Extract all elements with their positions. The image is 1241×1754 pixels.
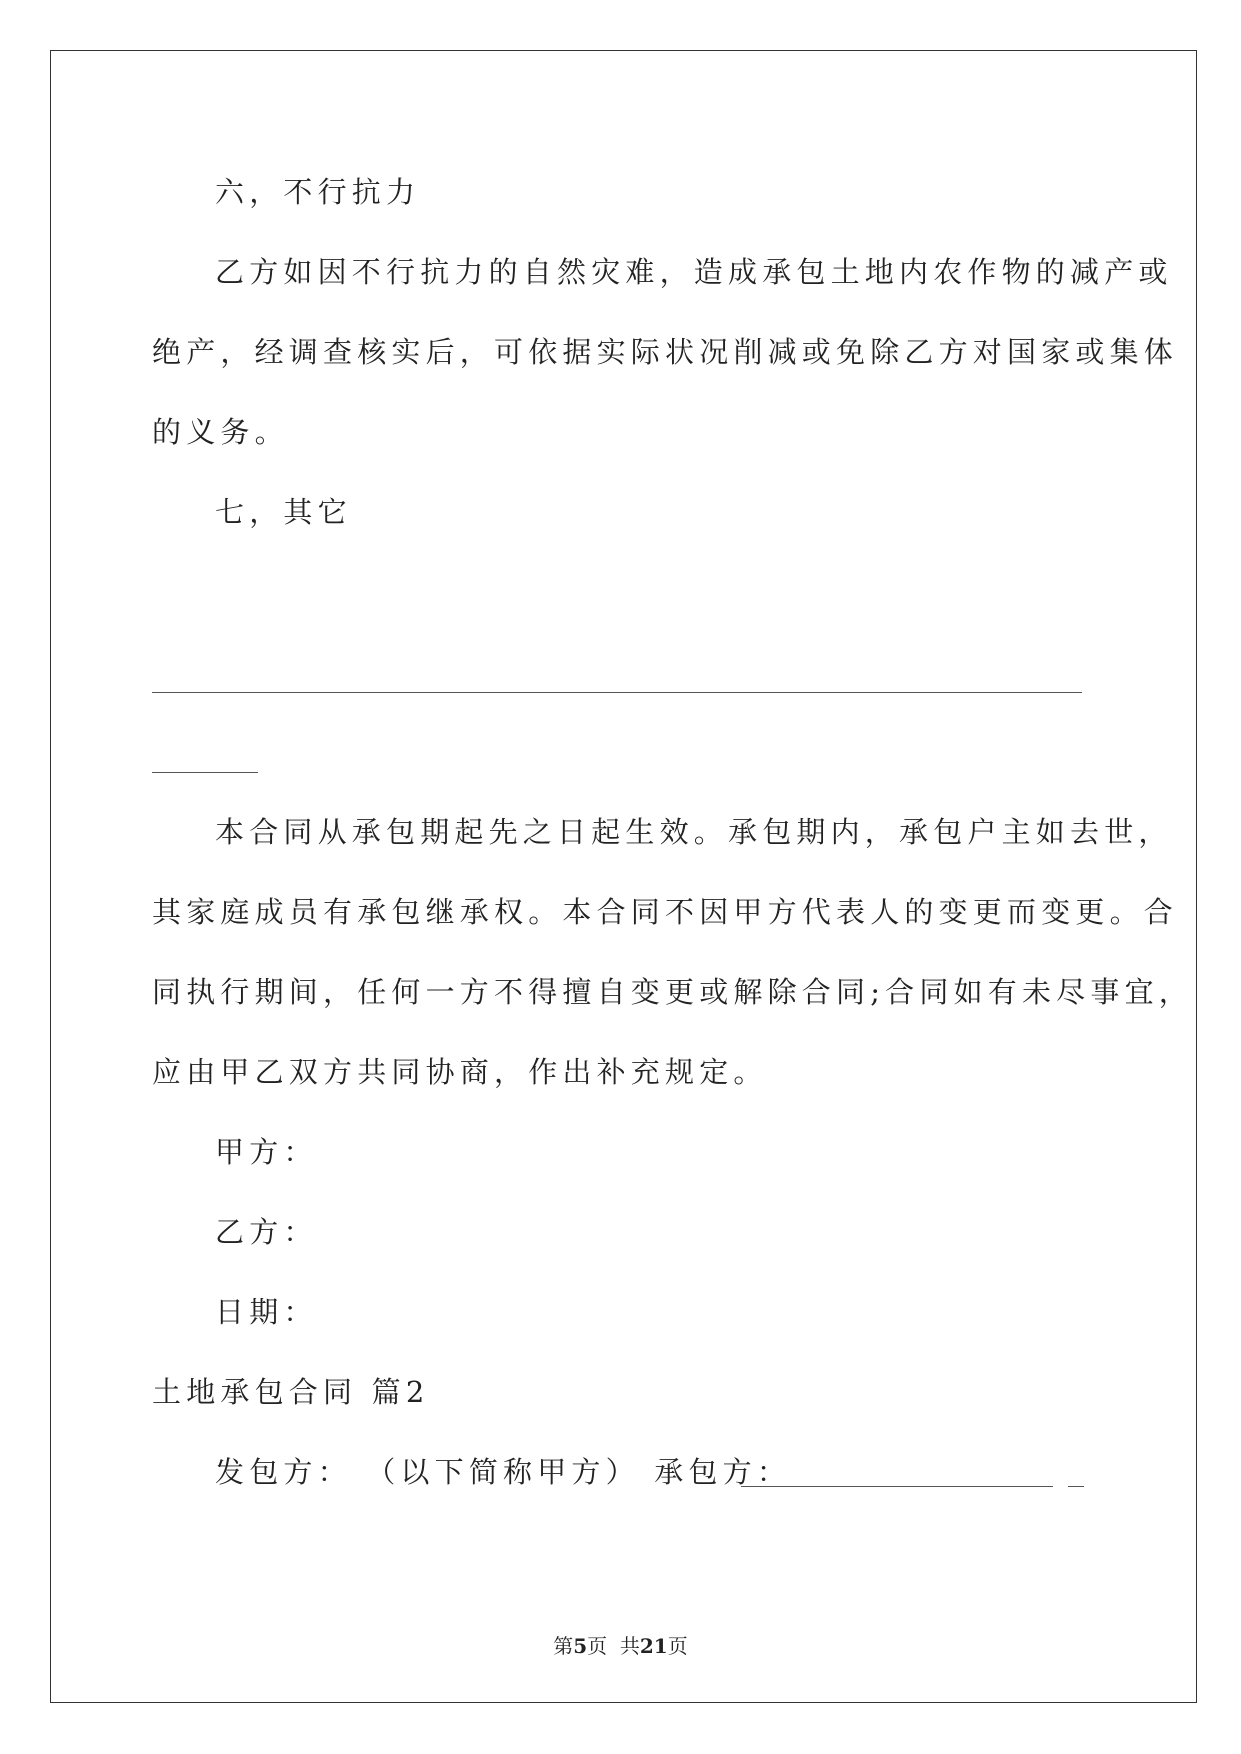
contract-section-title: 土地承包合同 篇2 xyxy=(152,1375,430,1409)
footer-prefix: 第 xyxy=(553,1634,574,1658)
party-a-label: 甲方： xyxy=(215,1135,318,1169)
footer-suffix: 页 xyxy=(667,1634,688,1658)
total-page-number: 21 xyxy=(639,1634,668,1658)
section-heading-other: 七，其它 xyxy=(215,495,352,529)
paragraph-line: 应由甲乙双方共同协商，作出补充规定。 xyxy=(152,1055,768,1089)
paragraph-line: 乙方如因不行抗力的自然灾难，造成承包土地内农作物的减产或 xyxy=(215,255,1173,289)
blank-fill-line xyxy=(152,772,258,773)
date-label: 日期： xyxy=(215,1295,318,1329)
paragraph-line: 的义务。 xyxy=(152,415,289,449)
contracting-parties-text: 发包方： （以下简称甲方） 承包方： xyxy=(215,1455,792,1489)
paragraph-line: 其家庭成员有承包继承权。本合同不因甲方代表人的变更而变更。合 xyxy=(152,895,1179,929)
paragraph-line: 同执行期间，任何一方不得擅自变更或解除合同;合同如有未尽事宜， xyxy=(152,975,1193,1009)
party-b-label: 乙方： xyxy=(215,1215,318,1249)
section-heading-force-majeure: 六，不行抗力 xyxy=(215,175,421,209)
paragraph-line: 本合同从承包期起先之日起生效。承包期内，承包户主如去世， xyxy=(215,815,1173,849)
blank-fill-line xyxy=(1068,1486,1084,1487)
current-page-number: 5 xyxy=(573,1634,588,1658)
page-footer xyxy=(0,1633,1241,1659)
blank-fill-line xyxy=(741,1486,1053,1487)
blank-fill-line xyxy=(152,692,1082,693)
contracting-parties-line xyxy=(215,1452,791,1492)
paragraph-line: 绝产，经调查核实后，可依据实际状况削减或免除乙方对国家或集体 xyxy=(152,335,1179,369)
footer-mid: 页 共 xyxy=(587,1634,640,1658)
